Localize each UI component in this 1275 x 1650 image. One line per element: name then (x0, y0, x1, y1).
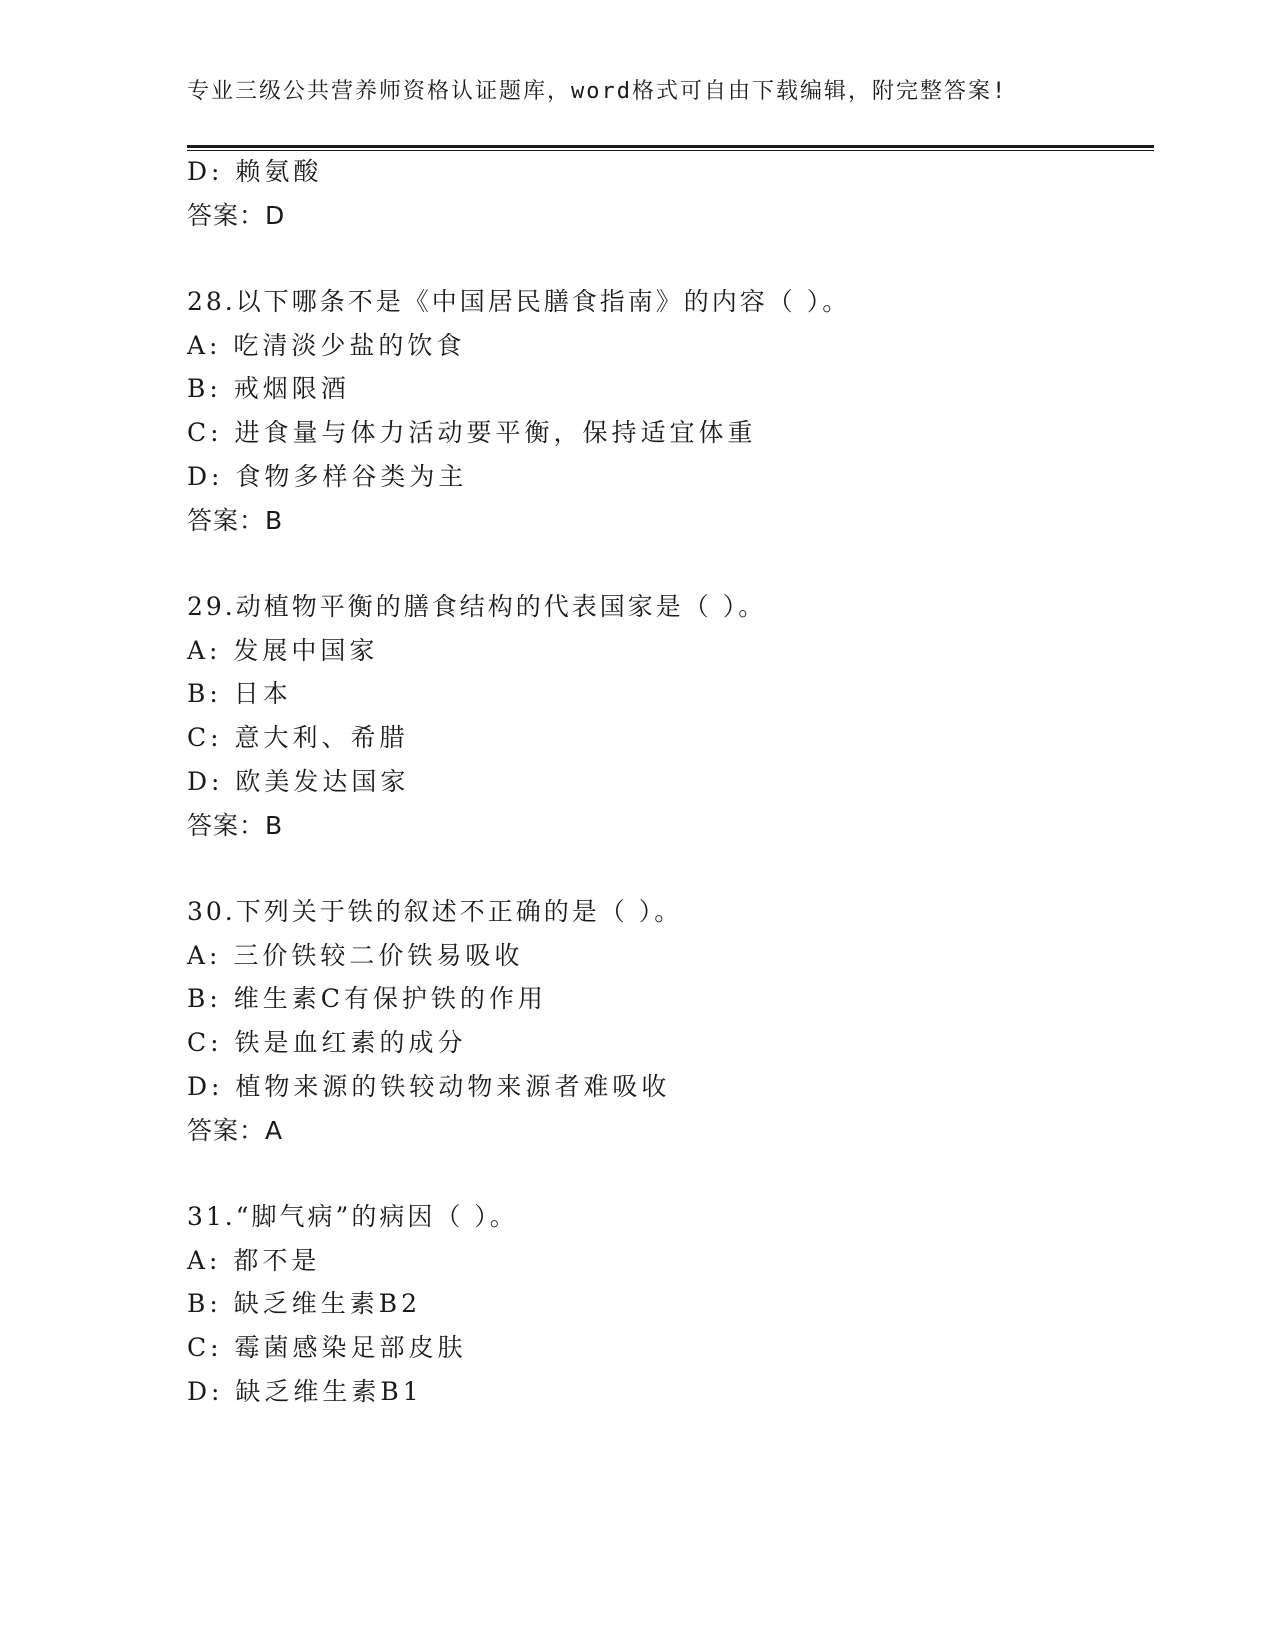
question-29-answer: 答案：B (187, 811, 284, 840)
question-30-answer: 答案：A (187, 1116, 284, 1145)
prev-option-d: D: 赖氨酸 (187, 157, 323, 186)
question-29-stem: 29.动植物平衡的膳食结构的代表国家是（ ）。 (187, 592, 767, 621)
page-header: 专业三级公共营养师资格认证题库，word格式可自由下载编辑，附完整答案! (187, 79, 1008, 104)
question-31-option-d: D: 缺乏维生素B1 (187, 1377, 423, 1406)
question-28-option-b: B: 戒烟限酒 (187, 374, 350, 403)
question-29-option-d: D: 欧美发达国家 (187, 767, 410, 796)
question-30-option-b: B: 维生素C有保护铁的作用 (187, 984, 547, 1013)
question-28-answer: 答案：B (187, 506, 284, 535)
question-28-stem: 28.以下哪条不是《中国居民膳食指南》的内容（ ）。 (187, 287, 851, 316)
question-30-option-a: A: 三价铁较二价铁易吸收 (187, 941, 524, 970)
question-31-option-a: A: 都不是 (187, 1246, 321, 1275)
question-28-option-a: A: 吃清淡少盐的饮食 (187, 331, 466, 360)
question-31-option-c: C: 霉菌感染足部皮肤 (187, 1333, 467, 1362)
header-divider (187, 145, 1154, 148)
question-30-option-c: C: 铁是血红素的成分 (187, 1028, 467, 1057)
question-31-stem: 31.“脚气病”的病因（ ）。 (187, 1202, 518, 1231)
prev-answer: 答案：D (187, 201, 286, 230)
question-28-option-c: C: 进食量与体力活动要平衡，保持适宜体重 (187, 418, 757, 447)
question-29-option-a: A: 发展中国家 (187, 636, 379, 665)
question-30-option-d: D: 植物来源的铁较动物来源者难吸收 (187, 1072, 671, 1101)
question-31-option-b: B: 缺乏维生素B2 (187, 1289, 422, 1318)
question-29-option-c: C: 意大利、希腊 (187, 723, 409, 752)
question-30-stem: 30.下列关于铁的叙述不正确的是（ ）。 (187, 897, 683, 926)
question-28-option-d: D: 食物多样谷类为主 (187, 462, 468, 491)
header-divider-thin (187, 150, 1154, 151)
question-29-option-b: B: 日本 (187, 679, 292, 708)
